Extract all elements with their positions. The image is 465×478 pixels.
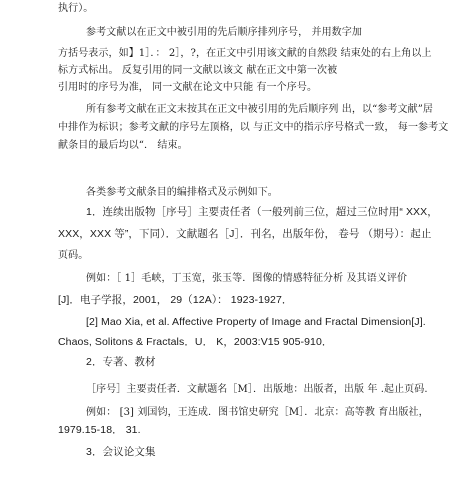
item-heading: 2．专著、教材 bbox=[86, 356, 156, 368]
text-line: 参考文献以在正文中被引用的先后顺序排列序号， 并用数字加 bbox=[86, 27, 362, 38]
text-line: 中排作为标识；参考文献的序号左顶格，以 与正文中的指示序号格式一致， 每一参考文 bbox=[58, 122, 449, 133]
text-line: 标方式标出。 反复引用的同一文献以该文 献在正文中第一次被 bbox=[58, 65, 338, 76]
text-line: 执行）。 bbox=[58, 3, 94, 14]
example-line: Chaos, Solitons & Fractals．U． K，2003:V15 905-910． bbox=[58, 336, 333, 348]
example-line: 例如：［ 1］毛峡，丁玉宽，张玉等．图像的情感特征分析 及其语义评价 bbox=[86, 273, 408, 284]
item-heading: 1．连续出版物［序号］主要责任者（一般列前三位，超过三位时用“ XXX， bbox=[86, 206, 438, 218]
text-line: 引用时的序号为准， 同一文献在论文中只能 有一个序号。 bbox=[58, 82, 318, 93]
text-line: ［序号］主要责任者．文献题名［M］．出版地：出版者，出版 年 .起止页码. bbox=[86, 384, 428, 395]
text-line: 所有参考文献在正文末按其在正文中被引用的先后顺序列 出，以“参考文献”居 bbox=[86, 104, 434, 115]
example-line: 例如： [3] 刘国钧，王连成．图书馆史研究［M］．北京：高等教 育出版社， bbox=[86, 407, 429, 418]
section-intro: 各类参考文献条目的编排格式及示例如下。 bbox=[86, 187, 278, 198]
text-line: 献条目的最后均以“． 结束。 bbox=[58, 140, 188, 151]
example-line: [2] Mao Xia, et al. Affective Property of Image and Fractal Dimension[J]. bbox=[86, 316, 426, 328]
example-line: [J]．电子学报，2001， 29（12A）： 1923-1927． bbox=[58, 294, 293, 306]
text-line: 方括号表示，如】1］．： 2］，?，在正文中引用该文献的自然段 结束处的右上角以上 bbox=[58, 48, 432, 59]
text-line: 页码。 bbox=[58, 250, 89, 261]
text-line: XXX，XXX 等”，下同）．文献题名［J］．刊名，出版年份， 卷号 （期号）：起止 bbox=[58, 228, 432, 240]
item-heading: 3．会议论文集 bbox=[86, 446, 156, 458]
example-line: 1979.15-18． 31. bbox=[58, 424, 141, 436]
